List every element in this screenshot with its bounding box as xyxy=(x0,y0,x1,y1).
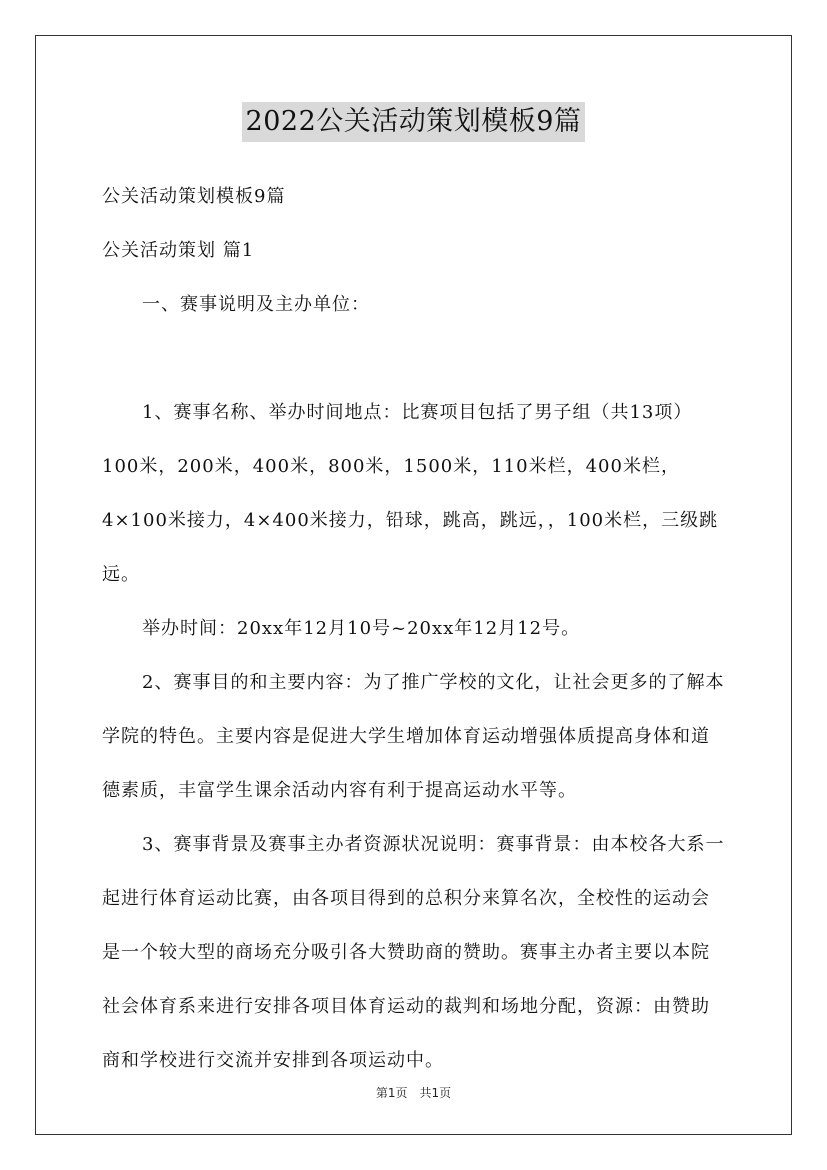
page-total: 共1页 xyxy=(419,1086,452,1100)
event-background-paragraph: 3、赛事背景及赛事主办者资源状况说明：赛事背景：由本校各大系一起进行体育运动比赛，由各项目得到的总积分来算名次，全校性的运动会是一个较大型的商场充分吸引各大赞助商的赞助。赛事主办者主要以本院社会体育系来进行安排各项目体育运动的裁判和场地分配，资源：由赞助商和学校进行交流并安排到各项运动中。 xyxy=(102,834,725,1071)
subtitle-paragraph: 公关活动策划模板9篇 xyxy=(102,186,286,207)
document-body xyxy=(102,170,727,1088)
section-one-heading: 一、赛事说明及主办单位： xyxy=(142,294,370,315)
document-title xyxy=(0,100,827,142)
section-heading-paragraph: 公关活动策划 篇1 xyxy=(102,240,255,261)
event-name-paragraph: 1、赛事名称、举办时间地点：比赛项目包括了男子组（共13项）100米，200米，400米，800米，1500米，110米栏，400米栏，4×100米接力，4×400米接力，铅球，跳高，跳远，，100米栏，三级跳远。 xyxy=(102,402,719,585)
event-time-paragraph: 举办时间：20xx年12月10号~20xx年12月12号。 xyxy=(142,618,581,639)
document-title-text: 2022公关活动策划模板9篇 xyxy=(242,102,586,142)
page-footer xyxy=(0,1084,827,1101)
event-purpose-paragraph: 2、赛事目的和主要内容：为了推广学校的文化，让社会更多的了解本学院的特色。主要内容是促进大学生增加体育运动增强体质提高身体和道德素质，丰富学生课余活动内容有利于提高运动水平等。 xyxy=(102,672,725,801)
page-number: 第1页 xyxy=(375,1086,408,1100)
blank-line xyxy=(102,332,727,386)
